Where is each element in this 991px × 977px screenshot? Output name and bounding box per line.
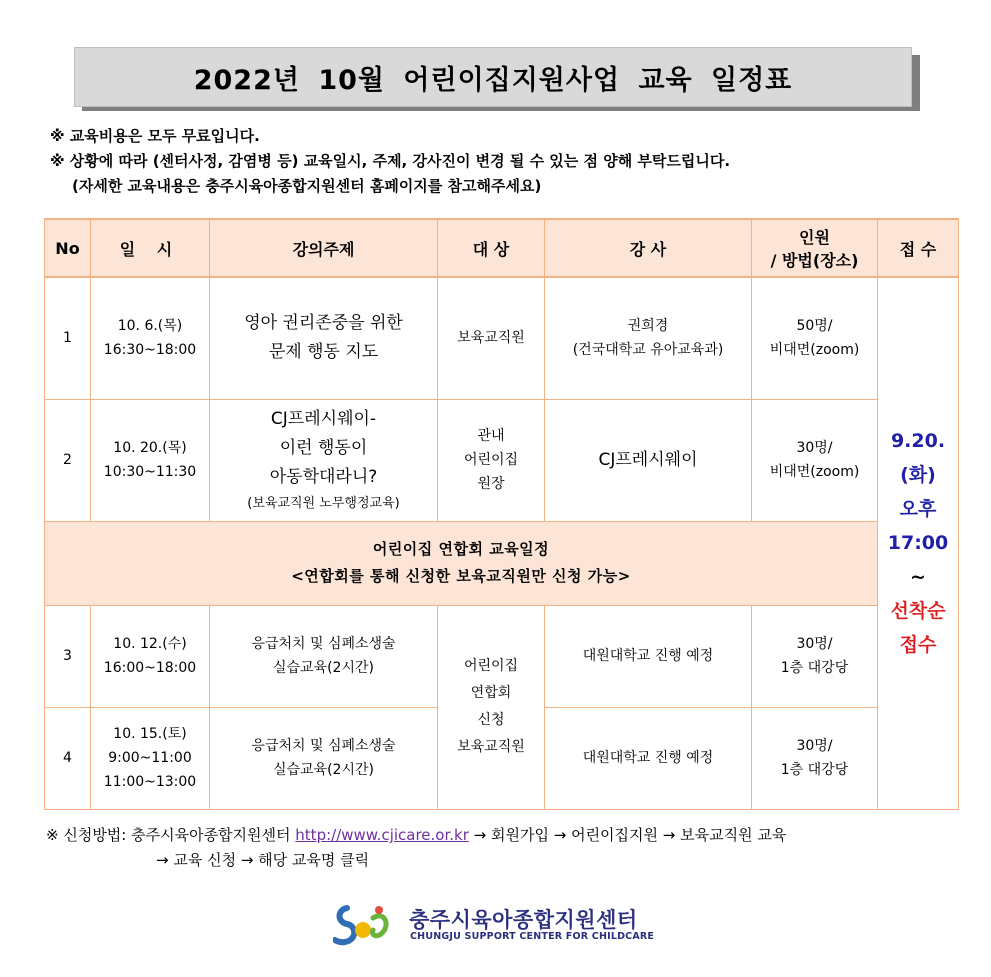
row4-date-time2: 11:00~13:00 (103, 774, 197, 790)
center-logo (333, 900, 663, 950)
union-band-title: 어린이집 연합회 교육일정 (372, 540, 550, 558)
title-banner (74, 47, 912, 107)
header-lecturer: 강 사 (545, 219, 752, 277)
row2-date (91, 399, 210, 521)
row2-topic-line2: 이런 행동이 (279, 437, 368, 458)
row4-lecturer: 대원대학교 진행 예정 (545, 707, 752, 809)
row2-topic-line1: CJ프레시웨이- (270, 408, 377, 429)
apply-cell (878, 277, 959, 809)
row2-target-line1: 관내 (477, 428, 505, 444)
union-band-note: <연합회를 통해 신청한 보육교직원만 신청 가능> (291, 567, 631, 585)
row1-target: 보육교직원 (438, 277, 545, 399)
row1-topic-line2: 문제 행동 지도 (268, 342, 379, 363)
row3-capacity-place: 1층 대강당 (780, 660, 849, 676)
header-date: 일 시 (91, 219, 210, 277)
homepage-link[interactable]: http://www.cjicare.or.kr (295, 826, 469, 844)
row2-topic-line4: (보육교직원 노무행정교육) (247, 495, 400, 511)
row2-no: 2 (45, 399, 91, 521)
table-header-row (45, 219, 959, 277)
row4-date-time1: 9:00~11:00 (108, 750, 192, 766)
row2-lecturer: CJ프레시웨이 (545, 399, 752, 521)
header-target: 대 상 (438, 219, 545, 277)
union-band-row (45, 521, 959, 605)
apply-first-come: 선착순 (890, 600, 946, 623)
table-row (45, 605, 959, 707)
row4-date-day: 10. 15.(토) (113, 726, 187, 742)
row1-topic (210, 277, 438, 399)
row2-date-day: 10. 20.(목) (113, 440, 187, 456)
row2-capacity-method: 비대면(zoom) (769, 464, 860, 480)
apply-receipt: 접수 (899, 634, 937, 657)
row2-capacity-count: 30명/ (796, 440, 833, 456)
row3-date-day: 10. 12.(수) (113, 636, 187, 652)
row1-lecturer-name: 권희경 (627, 318, 669, 335)
notice-homepage: (자세한 교육내용은 충주시육아종합지원센터 홈페이지를 참고해주세요) (72, 177, 542, 195)
row4-topic (210, 707, 438, 809)
page-title: 2022년 10월 어린이집지원사업 교육 일정표 (193, 64, 793, 96)
header-capacity (752, 219, 878, 277)
header-capacity-line2: / 방법(장소) (770, 251, 859, 270)
schedule-table (44, 218, 959, 810)
row1-capacity-method: 비대면(zoom) (769, 342, 860, 359)
row3-no: 3 (45, 605, 91, 707)
row1-lecturer (545, 277, 752, 399)
apply-time: 17:00 (887, 532, 949, 555)
row4-no: 4 (45, 707, 91, 809)
apply-pm: 오후 (899, 498, 937, 521)
table-row (45, 277, 959, 399)
header-apply: 접 수 (878, 219, 959, 277)
row3-capacity-count: 30명/ (796, 636, 833, 652)
notice-block (50, 124, 950, 199)
union-target-line3: 신청 (477, 712, 505, 728)
footer-line1 (46, 823, 966, 848)
row3-topic (210, 605, 438, 707)
footer-suffix: → 회원가입 → 어린이집지원 → 보육교직원 교육 (473, 826, 787, 844)
row3-topic-line2: 실습교육(2시간) (273, 660, 374, 676)
row3-lecturer: 대원대학교 진행 예정 (545, 605, 752, 707)
union-target-line4: 보육교직원 (457, 739, 525, 755)
row1-no: 1 (45, 277, 91, 399)
table-row (45, 399, 959, 521)
application-method (46, 823, 966, 873)
union-target-line1: 어린이집 (463, 658, 519, 674)
header-no: No (45, 219, 91, 277)
row2-topic (210, 399, 438, 521)
row1-topic-line1: 영아 권리존중을 위한 (244, 313, 403, 334)
notice-free: ※ 교육비용은 모두 무료입니다. (50, 127, 260, 145)
row3-capacity (752, 605, 878, 707)
row4-capacity-place: 1층 대강당 (780, 762, 849, 778)
header-capacity-line1: 인원 (799, 228, 830, 247)
row2-topic-line3: 아동학대라니? (269, 466, 378, 487)
apply-date: 9.20. (890, 430, 946, 453)
logo-name-korean: 충주시육아종합지원센터 (409, 908, 638, 932)
footer-prefix: ※ 신청방법: 충주시육아종합지원센터 (46, 826, 291, 844)
row2-target-line3: 원장 (477, 476, 505, 492)
union-target (438, 605, 545, 809)
logo-name-english: CHUNGJU SUPPORT CENTER FOR CHILDCARE (410, 931, 655, 942)
row1-capacity-count: 50명/ (796, 318, 833, 335)
row4-date (91, 707, 210, 809)
row2-date-time: 10:30~11:30 (103, 464, 197, 480)
row1-lecturer-affiliation: (건국대학교 유아교육과) (572, 342, 724, 359)
row3-topic-line1: 응급처치 및 심폐소생술 (251, 636, 396, 652)
row4-capacity (752, 707, 878, 809)
row4-topic-line1: 응급처치 및 심폐소생술 (251, 738, 396, 754)
row3-date-time: 16:00~18:00 (103, 660, 197, 676)
notice-change: ※ 상황에 따라 (센터사정, 감염병 등) 교육일시, 주제, 강사진이 변경 될 수 있는 점 양해 부탁드립니다. (50, 152, 731, 170)
union-target-line2: 연합회 (470, 685, 512, 701)
row2-target (438, 399, 545, 521)
row2-capacity (752, 399, 878, 521)
row2-target-line2: 어린이집 (463, 452, 519, 468)
row1-capacity (752, 277, 878, 399)
row4-topic-line2: 실습교육(2시간) (273, 762, 374, 778)
footer-line2: → 교육 신청 → 해당 교육명 클릭 (156, 851, 370, 869)
apply-weekday: (화) (900, 464, 936, 487)
apply-tilde: ~ (910, 566, 926, 589)
union-band (45, 521, 878, 605)
row1-date-day: 10. 6.(목) (117, 318, 183, 335)
row1-date (91, 277, 210, 399)
header-topic: 강의주제 (210, 219, 438, 277)
row3-date (91, 605, 210, 707)
row1-date-time: 16:30~18:00 (103, 342, 197, 359)
center-logo-icon (333, 900, 393, 950)
row4-capacity-count: 30명/ (796, 738, 833, 754)
